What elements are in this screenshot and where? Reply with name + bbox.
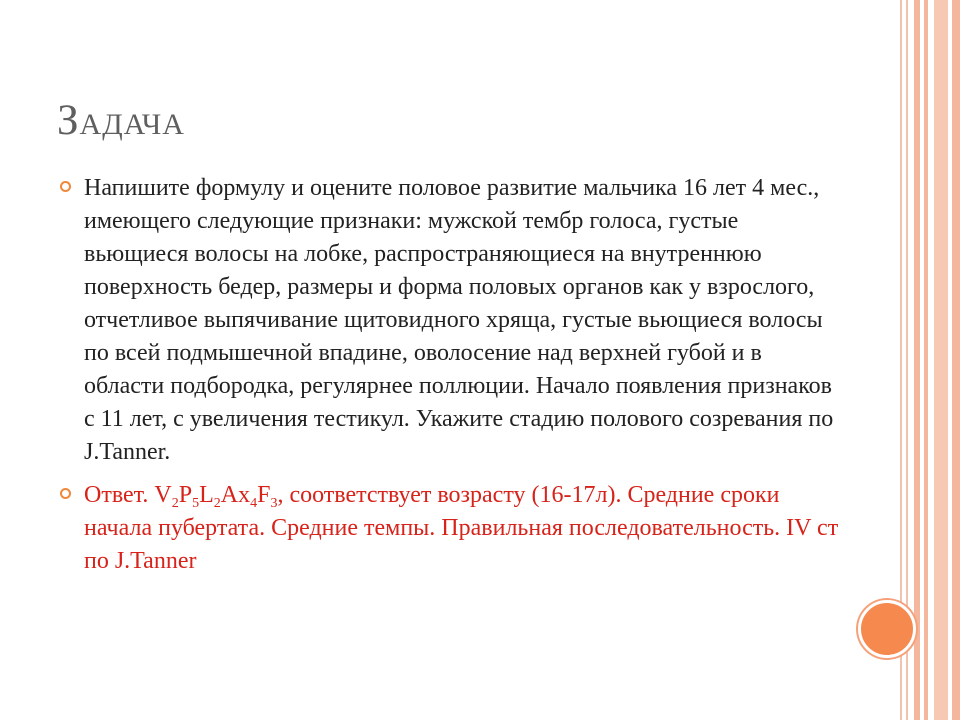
formula-l: L (199, 482, 214, 508)
formula-v-index: 2 (171, 496, 179, 511)
question-item (60, 172, 840, 469)
formula-l-index: 2 (213, 496, 221, 511)
question-text: Напишите формулу и оцените половое развитие мальчика 16 лет 4 мес., имеющего следующие признаки: мужской тембр голоса, густые вьющиеся волосы на лобке, распространяющиеся на внутреннюю поверхность бедер, размеры и форма половых органов как у взрослого, отчетливое выпячивание щитовидного хряща, густые вьющиеся волосы по всей подмышечной впадине, оволосение над верхней губой и в области подбородка, регулярнее поллюции. Начало появления признаков с 11 лет, с увеличения тестикул. Укажите стадию полового созревания по J.Tanner. (84, 175, 834, 465)
slide-title: Задача (57, 97, 185, 144)
formula-p: P (178, 482, 193, 508)
decorative-circle (858, 600, 916, 658)
stripe (952, 0, 960, 720)
stripe (914, 0, 920, 720)
formula-p-index: 5 (192, 496, 200, 511)
formula-f: F (257, 482, 271, 508)
answer-text (84, 479, 840, 578)
formula-v: V (154, 482, 172, 508)
slide-content (60, 172, 840, 588)
answer-rest: , соответствует возрасту (16-17л). Средние сроки начала пубертата. Средние темпы. Правильная последовательность. IV ст по J.Tanner (84, 482, 839, 574)
stripe (934, 0, 948, 720)
formula-ax-index: 4 (250, 496, 258, 511)
answer-prefix: Ответ. (84, 482, 155, 508)
stripe (924, 0, 928, 720)
bullet-icon (60, 488, 71, 499)
bullet-icon (60, 181, 71, 192)
formula-ax: Ax (220, 482, 251, 508)
answer-item (60, 479, 840, 578)
formula-f-index: 3 (270, 496, 278, 511)
